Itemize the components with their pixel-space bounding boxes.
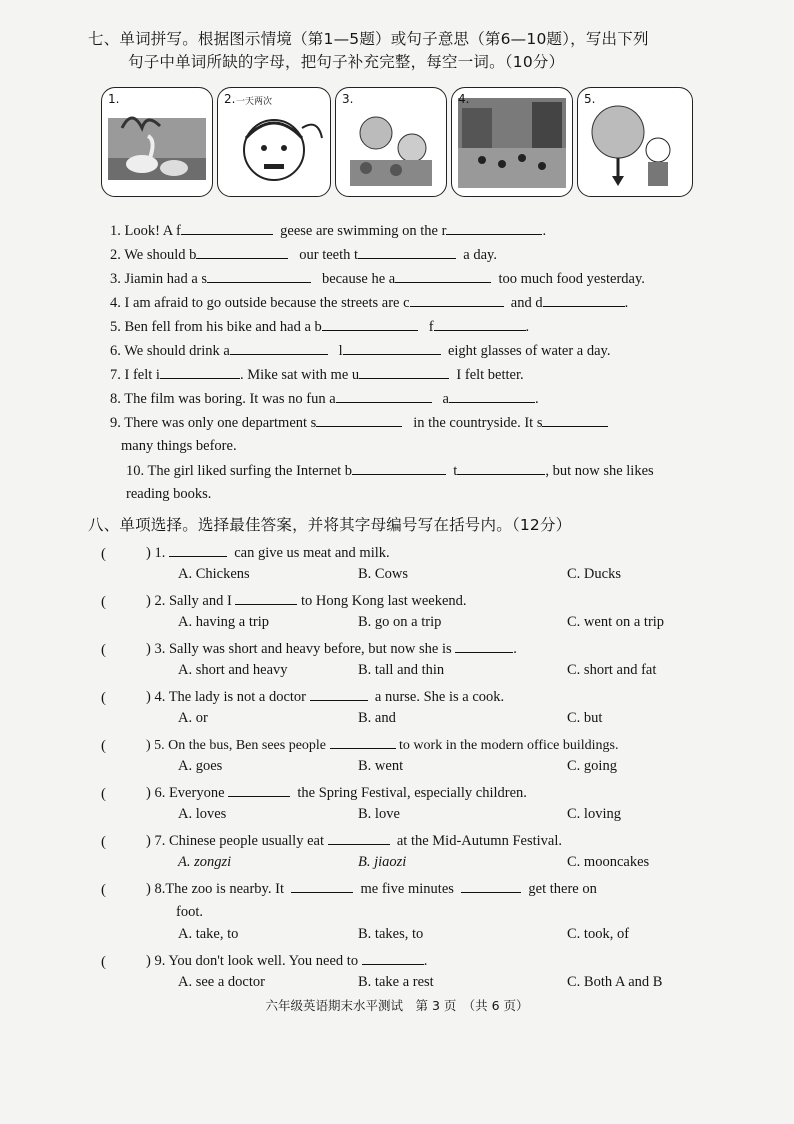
question-text: 7. I felt i xyxy=(110,367,160,383)
question-text: ) 7. Chinese people usually eat xyxy=(146,833,324,849)
option-c[interactable]: C. but xyxy=(567,710,603,726)
s8-question-8-cont: foot. xyxy=(176,904,203,920)
option-c[interactable]: C. going xyxy=(567,758,617,774)
answer-blank xyxy=(235,590,297,605)
answer-blank[interactable] xyxy=(181,220,273,235)
option-b[interactable]: B. Cows xyxy=(358,566,408,582)
s8-question-6 xyxy=(146,782,527,803)
question-text: . xyxy=(534,391,539,407)
question-text: ) 6. Everyone xyxy=(146,785,225,801)
question-text: 1. Look! A f xyxy=(110,223,181,239)
question-text: f xyxy=(428,319,434,335)
answer-blank xyxy=(461,878,521,893)
answer-paren[interactable]: ( xyxy=(101,954,136,970)
picture-number: 5. xyxy=(584,92,596,106)
option-b[interactable]: B. and xyxy=(358,710,396,726)
option-a[interactable]: A. see a doctor xyxy=(178,974,265,990)
s8-question-7 xyxy=(146,830,562,851)
option-c[interactable]: C. took, of xyxy=(567,926,630,942)
picture-number: 3. xyxy=(342,92,354,106)
picture-caption: 一天两次 xyxy=(236,97,273,107)
question-text: me five minutes xyxy=(360,881,454,897)
question-text: . Mike sat with me u xyxy=(239,367,360,383)
question-text: 6. We should drink a xyxy=(110,343,230,359)
answer-blank[interactable] xyxy=(160,364,240,379)
picture-number: 1. xyxy=(108,92,120,106)
answer-paren[interactable]: ( xyxy=(101,738,136,754)
question-text: in the countryside. It s xyxy=(413,415,543,431)
option-c[interactable]: C. loving xyxy=(567,806,621,822)
answer-blank xyxy=(228,782,290,797)
option-b[interactable]: B. takes, to xyxy=(358,926,424,942)
answer-blank[interactable] xyxy=(359,364,449,379)
option-a[interactable]: A. take, to xyxy=(178,926,239,942)
option-c[interactable]: C. mooncakes xyxy=(567,854,650,870)
option-c[interactable]: C. short and fat xyxy=(567,662,657,678)
answer-blank[interactable] xyxy=(322,316,418,331)
answer-blank xyxy=(362,950,424,965)
s7-question-9 xyxy=(110,412,608,433)
s8-question-3 xyxy=(146,638,517,659)
s7-question-6 xyxy=(110,340,610,361)
section8-title: 八、单项选择。选择最佳答案，并将其字母编号写在括号内。（12分） xyxy=(88,516,572,534)
option-a[interactable]: A. Chickens xyxy=(178,566,250,582)
question-text: 4. I am afraid to go outside because the streets are c xyxy=(110,295,410,311)
picture-strip xyxy=(101,87,693,197)
option-b[interactable]: B. love xyxy=(358,806,400,822)
page-footer: 六年级英语期末水平测试 第 3 页 （共 6 页） xyxy=(265,998,529,1013)
question-text: l xyxy=(338,343,343,359)
s7-question-9-cont: many things before. xyxy=(121,438,237,454)
answer-paren[interactable]: ( xyxy=(101,594,136,610)
s7-question-3 xyxy=(110,268,645,289)
option-b[interactable]: B. went xyxy=(358,758,404,774)
question-text: ) 5. On the bus, Ben sees people xyxy=(146,738,327,753)
question-text: . xyxy=(624,295,629,311)
s8-question-5 xyxy=(146,734,618,756)
picture-3-eating xyxy=(335,87,447,197)
question-text: , but now she likes xyxy=(545,463,654,479)
answer-blank[interactable] xyxy=(542,412,608,427)
option-b[interactable]: B. tall and thin xyxy=(358,662,445,678)
question-text: 3. Jiamin had a s xyxy=(110,271,208,287)
answer-blank xyxy=(455,638,513,653)
option-a[interactable]: A. short and heavy xyxy=(178,662,288,678)
section7-title-line2: 句子中单词所缺的字母，把句子补充完整，每空一词。（10分） xyxy=(128,53,565,71)
s7-question-10 xyxy=(126,460,654,481)
option-a[interactable]: A. or xyxy=(178,710,208,726)
s7-question-1 xyxy=(110,220,546,241)
answer-blank xyxy=(291,878,353,893)
option-c[interactable]: C. Ducks xyxy=(567,566,621,582)
question-text: can give us meat and milk. xyxy=(234,545,390,561)
question-text: ) 1. xyxy=(146,545,166,561)
s7-question-4 xyxy=(110,292,628,313)
answer-blank[interactable] xyxy=(358,244,456,259)
option-b[interactable]: B. jiaozi xyxy=(358,854,407,870)
s7-question-10-cont: reading books. xyxy=(126,486,212,502)
question-text: 5. Ben fell from his bike and had a b xyxy=(110,319,322,335)
s8-question-1 xyxy=(146,542,390,563)
option-b[interactable]: B. take a rest xyxy=(358,974,434,990)
question-text: to work in the modern office buildings. xyxy=(399,738,619,753)
question-text: I felt better. xyxy=(456,367,524,383)
answer-blank xyxy=(328,830,390,845)
answer-blank[interactable] xyxy=(196,244,288,259)
option-b[interactable]: B. go on a trip xyxy=(358,614,442,630)
question-text: to Hong Kong last weekend. xyxy=(301,593,467,609)
picture-number: 2. xyxy=(224,92,236,106)
answer-blank[interactable] xyxy=(395,268,491,283)
question-text: 9. There was only one department s xyxy=(110,415,317,431)
question-text: . xyxy=(423,953,428,969)
option-a[interactable]: A. loves xyxy=(178,806,227,822)
question-text: 2. We should b xyxy=(110,247,197,263)
answer-paren[interactable]: ( xyxy=(101,690,136,706)
question-text: ) 9. You don't look well. You need to xyxy=(146,953,359,969)
answer-blank[interactable] xyxy=(316,412,402,427)
question-text: t xyxy=(453,463,458,479)
answer-blank[interactable] xyxy=(207,268,311,283)
question-text: get there on xyxy=(528,881,597,897)
answer-blank[interactable] xyxy=(543,292,625,307)
s7-question-5 xyxy=(110,316,529,337)
option-a[interactable]: A. having a trip xyxy=(178,614,270,630)
question-text: at the Mid-Autumn Festival. xyxy=(396,833,562,849)
s7-question-7 xyxy=(110,364,524,385)
question-text: . xyxy=(513,641,517,657)
section7-title-line1: 七、单词拼写。根据图示情境（第1—5题）或句子意思（第6—10题），写出下列 xyxy=(88,30,649,48)
answer-blank[interactable] xyxy=(230,340,328,355)
question-text: and d xyxy=(510,295,543,311)
s7-question-2 xyxy=(110,244,497,265)
answer-paren[interactable]: ( xyxy=(101,546,136,562)
answer-blank[interactable] xyxy=(446,220,542,235)
answer-blank[interactable] xyxy=(457,460,545,475)
option-c[interactable]: C. Both A and B xyxy=(567,974,663,990)
picture-number: 4. xyxy=(458,92,470,106)
picture-4-crowded-street xyxy=(451,87,573,197)
option-a[interactable]: A. zongzi xyxy=(178,854,232,870)
picture-2-girl-brushing xyxy=(217,87,331,197)
picture-1-geese xyxy=(101,87,213,197)
answer-blank[interactable] xyxy=(352,460,446,475)
s8-question-2 xyxy=(146,590,467,611)
option-c[interactable]: C. went on a trip xyxy=(567,614,665,630)
s8-question-8 xyxy=(146,878,597,899)
answer-paren[interactable]: ( xyxy=(101,882,136,898)
question-text: because he a xyxy=(321,271,396,287)
answer-paren[interactable]: ( xyxy=(101,834,136,850)
question-text: . xyxy=(525,319,530,335)
question-text: . xyxy=(542,223,547,239)
question-text: 10. The girl liked surfing the Internet b xyxy=(126,463,353,479)
answer-blank xyxy=(330,734,396,749)
question-text: our teeth t xyxy=(299,247,359,263)
question-text: a nurse. She is a cook. xyxy=(374,689,505,705)
picture-5-fell-from-bike xyxy=(577,87,693,197)
s8-question-4 xyxy=(146,686,504,707)
answer-paren[interactable]: ( xyxy=(101,786,136,802)
question-text: a xyxy=(442,391,449,407)
question-text: a day. xyxy=(463,247,497,263)
answer-blank[interactable] xyxy=(343,340,441,355)
question-text: ) 3. Sally was short and heavy before, but now she is xyxy=(146,641,452,657)
s7-question-8 xyxy=(110,388,539,409)
answer-blank[interactable] xyxy=(410,292,504,307)
question-text: ) 2. Sally and I xyxy=(146,593,232,609)
option-a[interactable]: A. goes xyxy=(178,758,223,774)
answer-blank[interactable] xyxy=(336,388,432,403)
question-text: the Spring Festival, especially children. xyxy=(297,785,527,801)
question-text: too much food yesterday. xyxy=(498,271,645,287)
answer-blank xyxy=(310,686,368,701)
question-text: ) 8.The zoo is nearby. It xyxy=(146,881,284,897)
answer-paren[interactable]: ( xyxy=(101,642,136,658)
question-text: ) 4. The lady is not a doctor xyxy=(146,689,307,705)
answer-blank[interactable] xyxy=(434,316,526,331)
question-text: 8. The film was boring. It was no fun a xyxy=(110,391,336,407)
answer-blank xyxy=(169,542,227,557)
question-text: eight glasses of water a day. xyxy=(447,343,611,359)
s8-question-9 xyxy=(146,950,427,971)
question-text: geese are swimming on the r xyxy=(280,223,447,239)
answer-blank[interactable] xyxy=(449,388,535,403)
